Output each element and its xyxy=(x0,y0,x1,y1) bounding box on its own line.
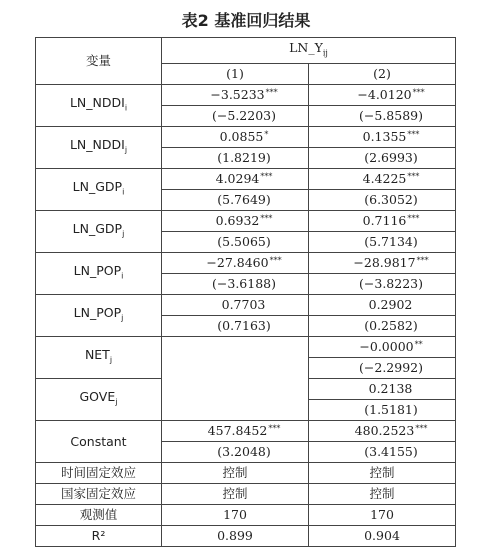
coef-row xyxy=(36,168,456,189)
tstat-col1: (5.7649) xyxy=(162,189,309,210)
significance-stars: *** xyxy=(407,172,420,181)
coef-row xyxy=(36,84,456,105)
variable-subscript: j xyxy=(121,313,124,323)
coef-col1 xyxy=(162,210,309,231)
significance-stars: *** xyxy=(407,214,420,223)
coef-value: 4.0294 xyxy=(215,171,260,186)
variable-subscript: j xyxy=(109,355,113,365)
tstat-col2: (−3.8223) xyxy=(309,273,456,294)
coef-value: −0.0000 xyxy=(359,339,414,354)
variable-label: GOVE xyxy=(79,388,116,404)
coef-value: 457.8452 xyxy=(207,423,268,438)
variable-subscript: j xyxy=(124,145,128,155)
footer-label: 时间固定效应 xyxy=(36,462,162,483)
variable-name xyxy=(36,168,162,210)
variable-name xyxy=(36,84,162,126)
variable-subscript: j xyxy=(115,397,118,407)
tstat-col1: (0.7163) xyxy=(162,315,309,336)
coef-col2 xyxy=(309,294,456,315)
coef-row xyxy=(36,420,456,441)
variable-header: 变量 xyxy=(36,38,162,85)
coef-value: −4.0120 xyxy=(357,87,412,102)
coef-col2 xyxy=(309,336,456,357)
footer-col2: 控制 xyxy=(309,483,456,504)
coef-col1 xyxy=(162,168,309,189)
tstat-col2: (0.2582) xyxy=(309,315,456,336)
column-2-header: (2) xyxy=(309,63,456,84)
footer-row xyxy=(36,483,456,504)
coef-value: 0.6932 xyxy=(215,213,260,228)
tstat-col1: (1.8219) xyxy=(162,147,309,168)
footer-label: 观测值 xyxy=(36,504,162,525)
footer-col1: 0.899 xyxy=(162,525,309,546)
coef-row xyxy=(36,294,456,315)
coef-col2 xyxy=(309,378,456,399)
significance-stars: *** xyxy=(412,88,425,97)
footer-row xyxy=(36,504,456,525)
variable-name xyxy=(36,252,162,294)
coef-value: 0.0855 xyxy=(219,129,264,144)
column-1-header: (1) xyxy=(162,63,309,84)
variable-name xyxy=(36,126,162,168)
coef-value: −28.9817 xyxy=(353,255,416,270)
coef-col1 xyxy=(162,294,309,315)
footer-col2: 控制 xyxy=(309,462,456,483)
variable-label: LN_NDDI xyxy=(69,136,125,152)
coef-col1 xyxy=(162,420,309,441)
empty-merged-cell xyxy=(162,336,309,420)
footer-col1: 控制 xyxy=(162,462,309,483)
coef-value: 4.4225 xyxy=(362,171,407,186)
footer-label: R² xyxy=(36,525,162,546)
footer-col2: 170 xyxy=(309,504,456,525)
variable-subscript: j xyxy=(122,229,125,239)
dependent-variable-header xyxy=(162,38,456,64)
tstat-col1: (−3.6188) xyxy=(162,273,309,294)
coef-row xyxy=(36,126,456,147)
regression-table xyxy=(35,37,456,547)
tstat-col1: (5.5065) xyxy=(162,231,309,252)
variable-label: LN_GDP xyxy=(72,178,123,194)
significance-stars: *** xyxy=(269,256,282,265)
coef-value: 0.2902 xyxy=(368,297,413,312)
footer-row xyxy=(36,525,456,546)
table-title: 表2 基准回归结果 xyxy=(181,11,311,30)
significance-stars: *** xyxy=(407,130,420,139)
coef-col2 xyxy=(309,252,456,273)
variable-label: LN_NDDI xyxy=(69,94,125,110)
variable-subscript: i xyxy=(124,103,128,113)
variable-label: NET xyxy=(84,346,110,362)
significance-stars: *** xyxy=(416,256,429,265)
significance-stars: *** xyxy=(265,88,278,97)
tstat-col1: (3.2048) xyxy=(162,441,309,462)
coef-value: 0.2138 xyxy=(368,381,413,396)
variable-name xyxy=(36,336,162,378)
coef-value: −3.5233 xyxy=(210,87,265,102)
variable-label: LN_POP xyxy=(73,262,122,278)
footer-row xyxy=(36,462,456,483)
significance-stars: *** xyxy=(260,214,273,223)
coef-col1 xyxy=(162,252,309,273)
variable-label: LN_GDP xyxy=(72,220,123,236)
coef-col2 xyxy=(309,84,456,105)
significance-stars: ** xyxy=(414,340,423,349)
significance-stars: *** xyxy=(268,424,281,433)
header-row xyxy=(36,38,456,64)
tstat-col2: (1.5181) xyxy=(309,399,456,420)
variable-name xyxy=(36,210,162,252)
tstat-col2: (2.6993) xyxy=(309,147,456,168)
footer-col2: 0.904 xyxy=(309,525,456,546)
tstat-col2: (−5.8589) xyxy=(309,105,456,126)
footer-col1: 控制 xyxy=(162,483,309,504)
footer-label: 国家固定效应 xyxy=(36,483,162,504)
coef-row xyxy=(36,252,456,273)
variable-subscript: i xyxy=(122,187,125,197)
variable-name xyxy=(36,420,162,462)
coef-col1 xyxy=(162,84,309,105)
significance-stars: *** xyxy=(415,424,428,433)
coef-col2 xyxy=(309,168,456,189)
dep-var-name: LN_Y xyxy=(289,40,323,55)
coef-col2 xyxy=(309,420,456,441)
coef-row xyxy=(36,210,456,231)
coef-value: 0.7116 xyxy=(362,213,407,228)
significance-stars: * xyxy=(264,130,269,139)
footer-col1: 170 xyxy=(162,504,309,525)
variable-label: Constant xyxy=(70,433,127,449)
coef-value: −27.8460 xyxy=(206,255,269,270)
variable-subscript: i xyxy=(121,271,124,281)
tstat-col2: (−2.2992) xyxy=(309,357,456,378)
coef-value: 0.1355 xyxy=(362,129,407,144)
coef-value: 0.7703 xyxy=(221,297,266,312)
tstat-col2: (5.7134) xyxy=(309,231,456,252)
coef-value: 480.2523 xyxy=(354,423,415,438)
variable-label: LN_POP xyxy=(73,304,122,320)
tstat-col1: (−5.2203) xyxy=(162,105,309,126)
coef-col2 xyxy=(309,126,456,147)
tstat-col2: (6.3052) xyxy=(309,189,456,210)
tstat-col2: (3.4155) xyxy=(309,441,456,462)
variable-name xyxy=(36,294,162,336)
variable-name xyxy=(36,378,162,420)
dep-var-subscript: ij xyxy=(322,48,328,58)
coef-col1 xyxy=(162,126,309,147)
significance-stars: *** xyxy=(260,172,273,181)
coef-row xyxy=(36,336,456,357)
coef-col2 xyxy=(309,210,456,231)
